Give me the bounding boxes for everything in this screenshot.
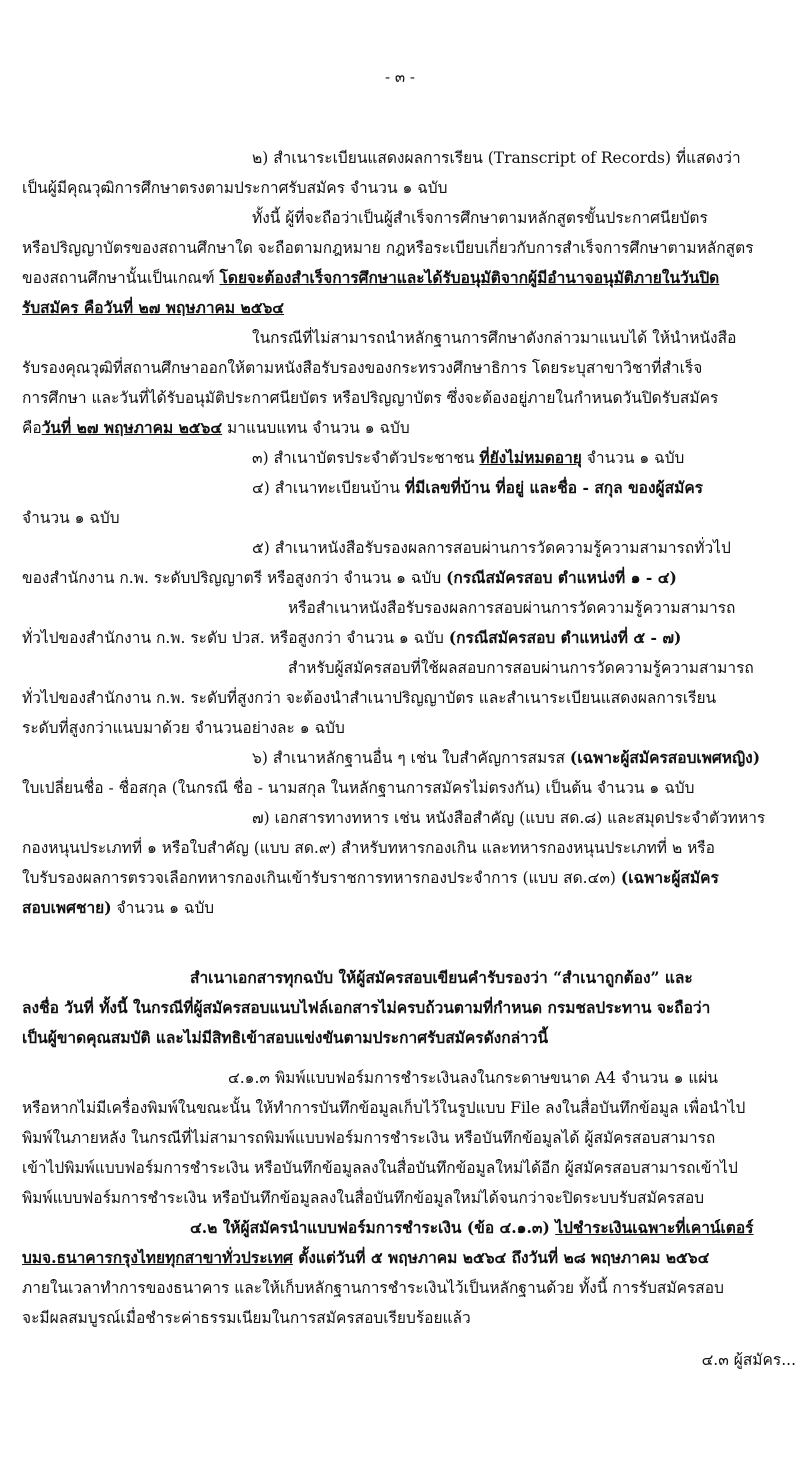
criteria-text: ของสถานศึกษานั้นเป็นเกณฑ์ xyxy=(22,269,220,287)
criteria-line-1: ทั้งนี้ ผู้ที่จะถือว่าเป็นผู้สำเร็จการศึกษาตามหลักสูตรขั้นประกาศนียบัตร xyxy=(252,209,708,227)
section-4-2-line-3: ภายในเวลาทำการของธนาคาร และให้เก็บหลักฐานการชำระเงินไว้เป็นหลักฐานด้วย ทั้งนี้ การรับสมัครสอบ xyxy=(22,1279,724,1297)
id-card-text: ๓) สำเนาบัตรประจำตัวประชาชน xyxy=(252,449,480,467)
criteria-deadline: รับสมัคร คือวันที่ ๒๗ พฤษภาคม ๒๕๖๔ xyxy=(22,298,285,317)
ocsc-diploma-text: ทั่วไปของสำนักงาน ก.พ. ระดับ ปวส. หรือสูงกว่า จำนวน ๑ ฉบับ xyxy=(22,629,449,647)
section-4-1-3-line-4: เข้าไปพิมพ์แบบฟอร์มการชำระเงิน หรือบันทึกข้อมูลลงในสื่อบันทึกข้อมูลใหม่ได้อีก ผู้สมัครสอบสามารถเข้าไป xyxy=(22,1159,738,1177)
item-5-ocsc-line-5: สำหรับผู้สมัครสอบที่ใช้ผลสอบการสอบผ่านการวัดความรู้ความสามารถ xyxy=(288,659,754,677)
item-7-military-line-3 xyxy=(22,863,796,893)
certificate-case-suffix: มาแนบแทน จำนวน ๑ ฉบับ xyxy=(222,419,410,437)
certify-notice-line-2: ลงชื่อ วันที่ ทั้งนี้ ในกรณีที่ผู้สมัครสอบแนบไฟล์เอกสารไม่ครบถ้วนตามที่กำหนด กรมชลประทาน จะถือว่า xyxy=(22,998,711,1017)
section-4-1-3-line-2: หรือหากไม่มีเครื่องพิมพ์ในขณะนั้น ให้ทำการบันทึกข้อมูลเก็บไว้ในรูปแบบ File ลงในสื่อบันทึกข้อมูล เพื่อนำไป xyxy=(22,1099,746,1117)
certificate-case-prefix: คือ xyxy=(22,419,42,437)
continuation-marker: ๔.๓ ผู้สมัคร... xyxy=(701,1351,796,1369)
other-docs-female-only: (เฉพาะผู้สมัครสอบเพศหญิง) xyxy=(569,748,761,767)
section-4-2-dates: ตั้งแต่วันที่ ๕ พฤษภาคม ๒๕๖๔ ถึงวันที่ ๒๘ พฤษภาคม ๒๕๖๔ xyxy=(292,1248,710,1267)
section-4-2-counter-only: ไปชำระเงินเฉพาะที่เคาน์เตอร์ xyxy=(555,1218,754,1237)
section-4-2-text: ๔.๒ ให้ผู้สมัครนำแบบฟอร์มการชำระเงิน (ข้อ ๔.๑.๓) xyxy=(190,1218,556,1237)
house-reg-emphasis: ที่มีเลขที่บ้าน ที่อยู่ และชื่อ - สกุล ของผู้สมัคร xyxy=(404,478,704,497)
item-2-transcript-line-2: เป็นผู้มีคุณวุฒิการศึกษาตรงตามประกาศรับสมัคร จำนวน ๑ ฉบับ xyxy=(22,179,448,197)
section-4-2-line-1 xyxy=(190,1213,796,1243)
house-reg-count: จำนวน ๑ ฉบับ xyxy=(22,509,120,527)
certificate-case-line-3: การศึกษา และวันที่ได้รับอนุมัติประกาศนียบัตร หรือปริญญาบัตร ซึ่งจะต้องอยู่ภายในกำหนดวันปิดรับสมัคร xyxy=(22,389,719,407)
item-7-military-line-4 xyxy=(22,893,796,923)
item-3-id-card xyxy=(252,443,796,473)
item-5-ocsc-line-1: ๕) สำเนาหนังสือรับรองผลการสอบผ่านการวัดความรู้ความสามารถทั่วไป xyxy=(252,539,731,557)
item-7-military-line-1: ๗) เอกสารทางทหาร เช่น หนังสือสำคัญ (แบบ สด.๘) และสมุดประจำตัวทหาร xyxy=(252,809,766,827)
item-5-ocsc-line-6: ทั่วไปของสำนักงาน ก.พ. ระดับที่สูงกว่า จะต้องนำสำเนาปริญญาบัตร และสำเนาระเบียนแสดงผลการเรียน xyxy=(22,689,717,707)
military-sd43-text: ใบรับรองผลการตรวจเลือกทหารกองเกินเข้ารับราชการทหารกองประจำการ (แบบ สด.๔๓) xyxy=(22,869,621,887)
item-5-ocsc-line-7: ระดับที่สูงกว่าแนบมาด้วย จำนวนอย่างละ ๑ ฉบับ xyxy=(22,719,345,737)
criteria-line-2: หรือปริญญาบัตรของสถานศึกษาใด จะถือตามกฎหมาย กฎหรือระเบียบเกี่ยวกับการสำเร็จการศึกษาตามหลักสูตร xyxy=(22,239,754,257)
item-6-other-docs-line-1 xyxy=(252,743,796,773)
item-2-transcript-line-1: ๒) สำเนาระเบียนแสดงผลการเรียน (Transcript of Records) ที่แสดงว่า xyxy=(252,149,741,167)
item-6-other-docs-line-2: ใบเปลี่ยนชื่อ - ชื่อสกุล (ในกรณี ชื่อ - นามสกุล ในหลักฐานการสมัครไม่ตรงกัน) เป็นต้น จำนวน ๑ ฉบับ xyxy=(22,779,695,797)
ocsc-positions-1-4: (กรณีสมัครสอบ ตำแหน่งที่ ๑ - ๔) xyxy=(446,568,677,587)
item-7-military-line-2: กองหนุนประเภทที่ ๑ หรือใบสำคัญ (แบบ สด.๙) สำหรับทหารกองเกิน และทหารกองหนุนประเภทที่ ๒ หรือ xyxy=(22,839,715,857)
certificate-case-line-1: ในกรณีที่ไม่สามารถนำหลักฐานการศึกษาดังกล่าวมาแนบได้ ให้นำหนังสือ xyxy=(252,329,737,347)
page-number: - ๓ - xyxy=(385,68,415,86)
id-card-emphasis: ที่ยังไม่หมดอายุ xyxy=(479,448,582,467)
section-4-1-3-line-5: พิมพ์แบบฟอร์มการชำระเงิน หรือบันทึกข้อมูลลงในสื่อบันทึกข้อมูลใหม่ได้จนกว่าจะปิดระบบรับสมัครสอบ xyxy=(22,1189,705,1207)
section-4-2-bank: บมจ.ธนาคารกรุงไทยทุกสาขาทั่วประเทศ xyxy=(22,1248,293,1267)
item-5-ocsc-line-4 xyxy=(22,623,796,653)
criteria-emphasis: โดยจะต้องสำเร็จการศึกษาและได้รับอนุมัติจากผู้มีอำนาจอนุมัติภายในวันปิด xyxy=(219,268,720,287)
ocsc-bachelor-text: ของสำนักงาน ก.พ. ระดับปริญญาตรี หรือสูงกว่า จำนวน ๑ ฉบับ xyxy=(22,569,447,587)
certificate-case-deadline: วันที่ ๒๗ พฤษภาคม ๒๕๖๔ xyxy=(41,418,223,437)
section-4-1-3-line-3: พิมพ์ในภายหลัง ในกรณีที่ไม่สามารถพิมพ์แบบฟอร์มการชำระเงิน หรือบันทึกข้อมูลได้ ผู้สมัครสอบสามารถ xyxy=(22,1129,716,1147)
military-count: จำนวน ๑ ฉบับ xyxy=(111,899,215,917)
house-reg-text: ๔) สำเนาทะเบียนบ้าน xyxy=(252,479,405,497)
certify-notice-line-3: เป็นผู้ขาดคุณสมบัติ และไม่มีสิทธิเข้าสอบแข่งขันตามประกาศรับสมัครดังกล่าวนี้ xyxy=(22,1028,549,1047)
item-4-house-registration xyxy=(252,473,796,503)
item-5-ocsc-line-3: หรือสำเนาหนังสือรับรองผลการสอบผ่านการวัดความรู้ความสามารถ xyxy=(288,599,736,617)
military-male-only: (เฉพาะผู้สมัคร xyxy=(620,868,719,887)
certify-notice-line-1: สำเนาเอกสารทุกฉบับ ให้ผู้สมัครสอบเขียนคำรับรองว่า “สำเนาถูกต้อง” และ xyxy=(190,968,693,987)
section-4-1-3-line-1: ๔.๑.๓ พิมพ์แบบฟอร์มการชำระเงินลงในกระดาษขนาด A4 จำนวน ๑ แผ่น xyxy=(228,1069,719,1087)
id-card-count: จำนวน ๑ ฉบับ xyxy=(581,449,685,467)
certificate-case-line-4 xyxy=(22,413,796,443)
ocsc-positions-5-7: (กรณีสมัครสอบ ตำแหน่งที่ ๕ - ๗) xyxy=(448,628,682,647)
certificate-case-line-2: รับรองคุณวุฒิที่สถานศึกษาออกให้ตามหนังสือรับรองของกระทรวงศึกษาธิการ โดยระบุสาขาวิชาที่สำเร็จ xyxy=(22,359,703,377)
section-4-2-line-4: จะมีผลสมบูรณ์เมื่อชำระค่าธรรมเนียมในการสมัครสอบเรียบร้อยแล้ว xyxy=(22,1309,471,1327)
criteria-line-3 xyxy=(22,263,796,293)
section-4-2-line-2 xyxy=(22,1243,796,1273)
military-male-only-end: สอบเพศชาย) xyxy=(22,898,112,917)
other-docs-text: ๖) สำเนาหลักฐานอื่น ๆ เช่น ใบสำคัญการสมรส xyxy=(252,749,570,767)
item-5-ocsc-line-2 xyxy=(22,563,796,593)
